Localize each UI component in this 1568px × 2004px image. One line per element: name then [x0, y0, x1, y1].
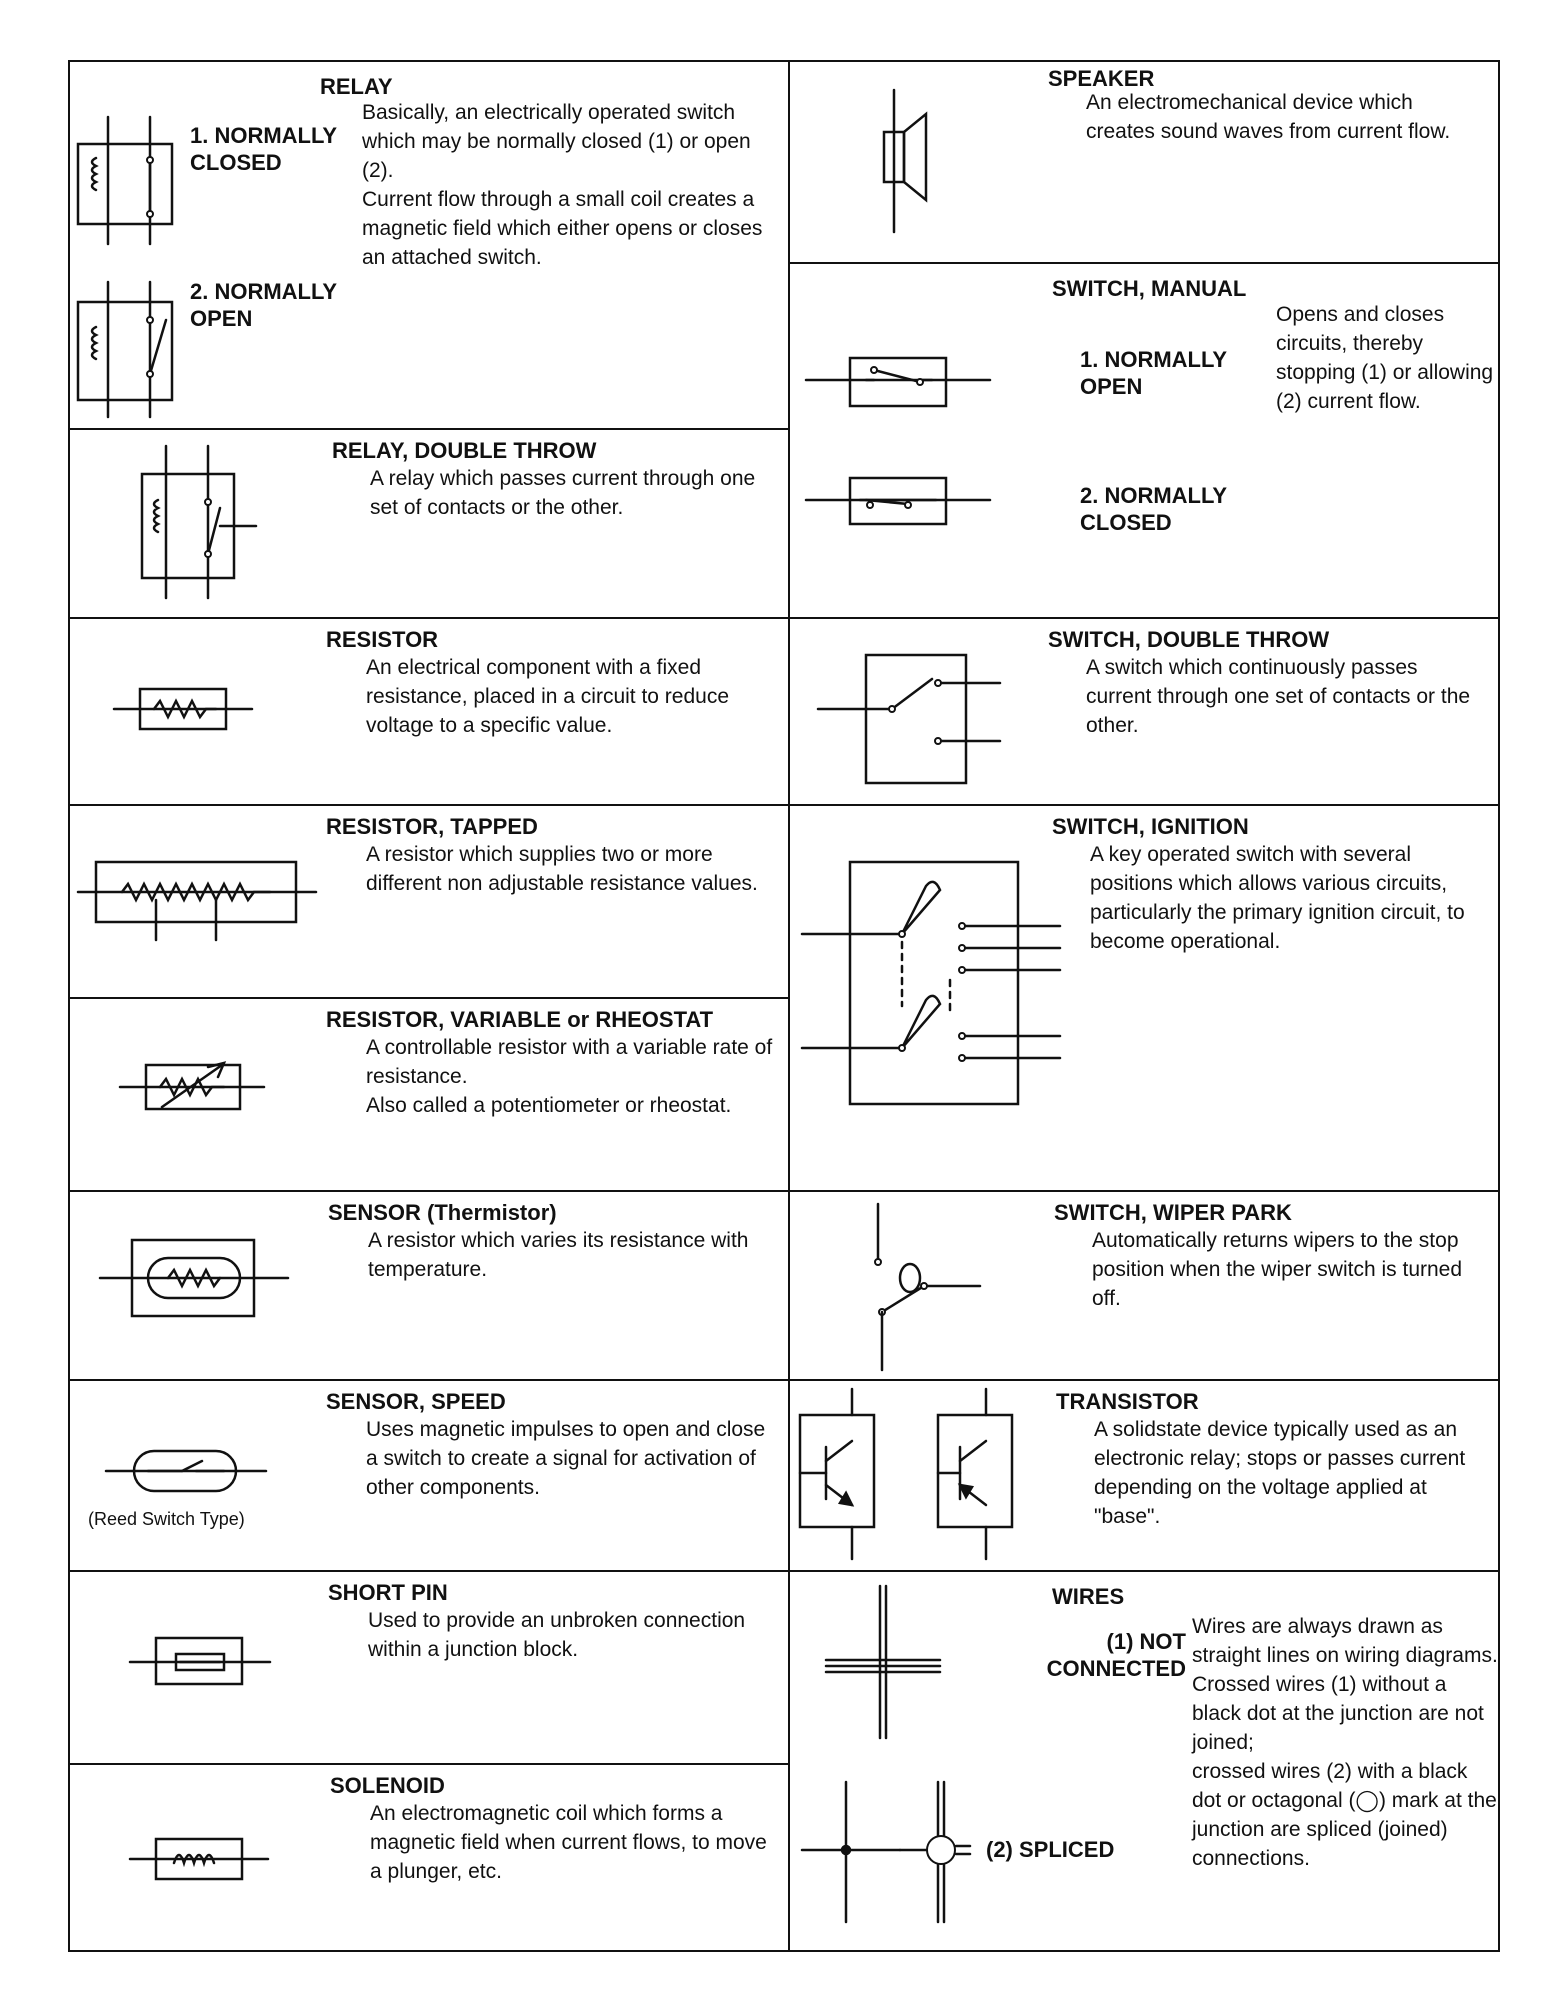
resistor-variable-symbol — [70, 997, 310, 1190]
switch-manual-title: SWITCH, MANUAL — [1052, 276, 1247, 301]
resistor-variable-title: RESISTOR, VARIABLE or RHEOSTAT — [326, 1007, 714, 1032]
cell-sensor-speed — [70, 1379, 788, 1570]
switch-manual-description: Opens and closes circuits, thereby stopping (1) or allowing (2) current flow. — [1276, 303, 1494, 413]
speaker-symbol — [790, 62, 990, 262]
relay-double-throw-title: RELAY, DOUBLE THROW — [332, 438, 597, 463]
cell-resistor-variable — [70, 997, 788, 1190]
switch-double-throw-title: SWITCH, DOUBLE THROW — [1048, 627, 1330, 652]
cell-wires — [790, 1570, 1500, 1954]
relay-normally-open-symbol — [70, 62, 210, 428]
symbol-chart — [68, 60, 1500, 1952]
cell-switch-wiper-park — [790, 1190, 1500, 1379]
cell-resistor — [70, 617, 788, 804]
relay-double-throw-symbol — [70, 428, 310, 617]
cell-short-pin — [70, 1570, 788, 1763]
cell-switch-double-throw — [790, 617, 1500, 804]
switch-wiper-park-title: SWITCH, WIPER PARK — [1054, 1200, 1292, 1225]
resistor-tapped-title: RESISTOR, TAPPED — [326, 814, 538, 839]
switch-wiper-park-description: Automatically returns wipers to the stop position when the wiper switch is turned off. — [1092, 1229, 1463, 1310]
wires-item-2-label: (2) SPLICED — [986, 1837, 1115, 1862]
wires-title: WIRES — [1052, 1584, 1125, 1609]
short-pin-symbol — [70, 1570, 310, 1763]
solenoid-title: SOLENOID — [330, 1773, 445, 1798]
cell-transistor — [790, 1379, 1500, 1570]
relay-item-1-label: 1. NORMALLY CLOSED — [190, 123, 338, 175]
sensor-thermistor-description: A resistor which varies its resistance with temperature. — [368, 1229, 749, 1281]
transistor-title: TRANSISTOR — [1056, 1389, 1199, 1414]
short-pin-description: Used to provide an unbroken connection within a junction block. — [368, 1609, 746, 1661]
wires-spliced-symbol — [790, 1570, 990, 1954]
resistor-tapped-description: A resistor which supplies two or more different non adjustable resistance values. — [366, 843, 758, 895]
sensor-thermistor-symbol — [70, 1190, 330, 1379]
relay-title: RELAY — [320, 74, 393, 99]
sensor-speed-symbol — [70, 1379, 310, 1570]
sensor-speed-description: Uses magnetic impulses to open and close a switch to create a signal for activation of other components. — [366, 1418, 766, 1499]
relay-item-2-label: 2. NORMALLY OPEN — [190, 279, 338, 331]
switch-double-throw-description: A switch which continuously passes current through one set of contacts or the other. — [1086, 656, 1471, 737]
cell-relay — [70, 62, 788, 428]
resistor-variable-description: A controllable resistor with a variable rate of resistance. Also called a potentiometer or rheostat. — [366, 1036, 773, 1117]
speaker-description: An electromechanical device which creates sound waves from current flow. — [1086, 91, 1451, 143]
transistor-symbol — [790, 1379, 1050, 1570]
cell-sensor-thermistor — [70, 1190, 788, 1379]
transistor-description: A solidstate device typically used as an electronic relay; stops or passes current depending on the voltage applied at "base". — [1094, 1418, 1466, 1528]
resistor-symbol — [70, 617, 310, 804]
cell-switch-ignition — [790, 804, 1500, 1190]
solenoid-symbol — [70, 1763, 310, 1954]
wires-item-1-label: (1) NOT CONNECTED — [1046, 1629, 1186, 1681]
resistor-title: RESISTOR — [326, 627, 439, 652]
switch-manual-normally-closed-symbol — [790, 262, 1020, 617]
sensor-speed-title: SENSOR, SPEED — [326, 1389, 506, 1414]
wires-description: Wires are always drawn as straight lines on wiring diagrams. Crossed wires (1) without a black dot at the junction are not joined; crossed wires (2) with a black dot or octagonal (◯) mark at the junction are spliced (joined) connections. — [1192, 1615, 1498, 1870]
sensor-speed-caption: (Reed Switch Type) — [88, 1509, 245, 1529]
switch-wiper-park-symbol — [790, 1190, 1030, 1379]
relay-double-throw-description: A relay which passes current through one set of contacts or the other. — [370, 467, 756, 519]
sensor-thermistor-title: SENSOR (Thermistor) — [328, 1200, 557, 1225]
switch-manual-item-1-label: 1. NORMALLY OPEN — [1080, 347, 1228, 399]
cell-relay-double-throw — [70, 428, 788, 617]
resistor-tapped-symbol — [70, 804, 330, 997]
switch-ignition-description: A key operated switch with several positions which allows various circuits, particularly the primary ignition circuit, to become operational. — [1090, 843, 1465, 953]
short-pin-title: SHORT PIN — [328, 1580, 448, 1605]
relay-description: Basically, an electrically operated switch which may be normally closed (1) or open (2). Current flow through a small coil creates a magnetic field which either opens or closes an attached switch. — [362, 101, 763, 269]
solenoid-description: An electromagnetic coil which forms a magnetic field when current flows, to move a plunger, etc. — [370, 1802, 767, 1883]
switch-ignition-symbol — [790, 804, 1070, 1134]
cell-resistor-tapped — [70, 804, 788, 997]
cell-solenoid — [70, 1763, 788, 1954]
switch-double-throw-symbol — [790, 617, 1030, 804]
resistor-description: An electrical component with a fixed resistance, placed in a circuit to reduce voltage to a specific value. — [366, 656, 730, 737]
switch-manual-item-2-label: 2. NORMALLY CLOSED — [1080, 483, 1228, 535]
switch-ignition-title: SWITCH, IGNITION — [1052, 814, 1249, 839]
cell-switch-manual — [790, 262, 1500, 617]
cell-speaker — [790, 62, 1500, 262]
speaker-title: SPEAKER — [1048, 66, 1155, 91]
